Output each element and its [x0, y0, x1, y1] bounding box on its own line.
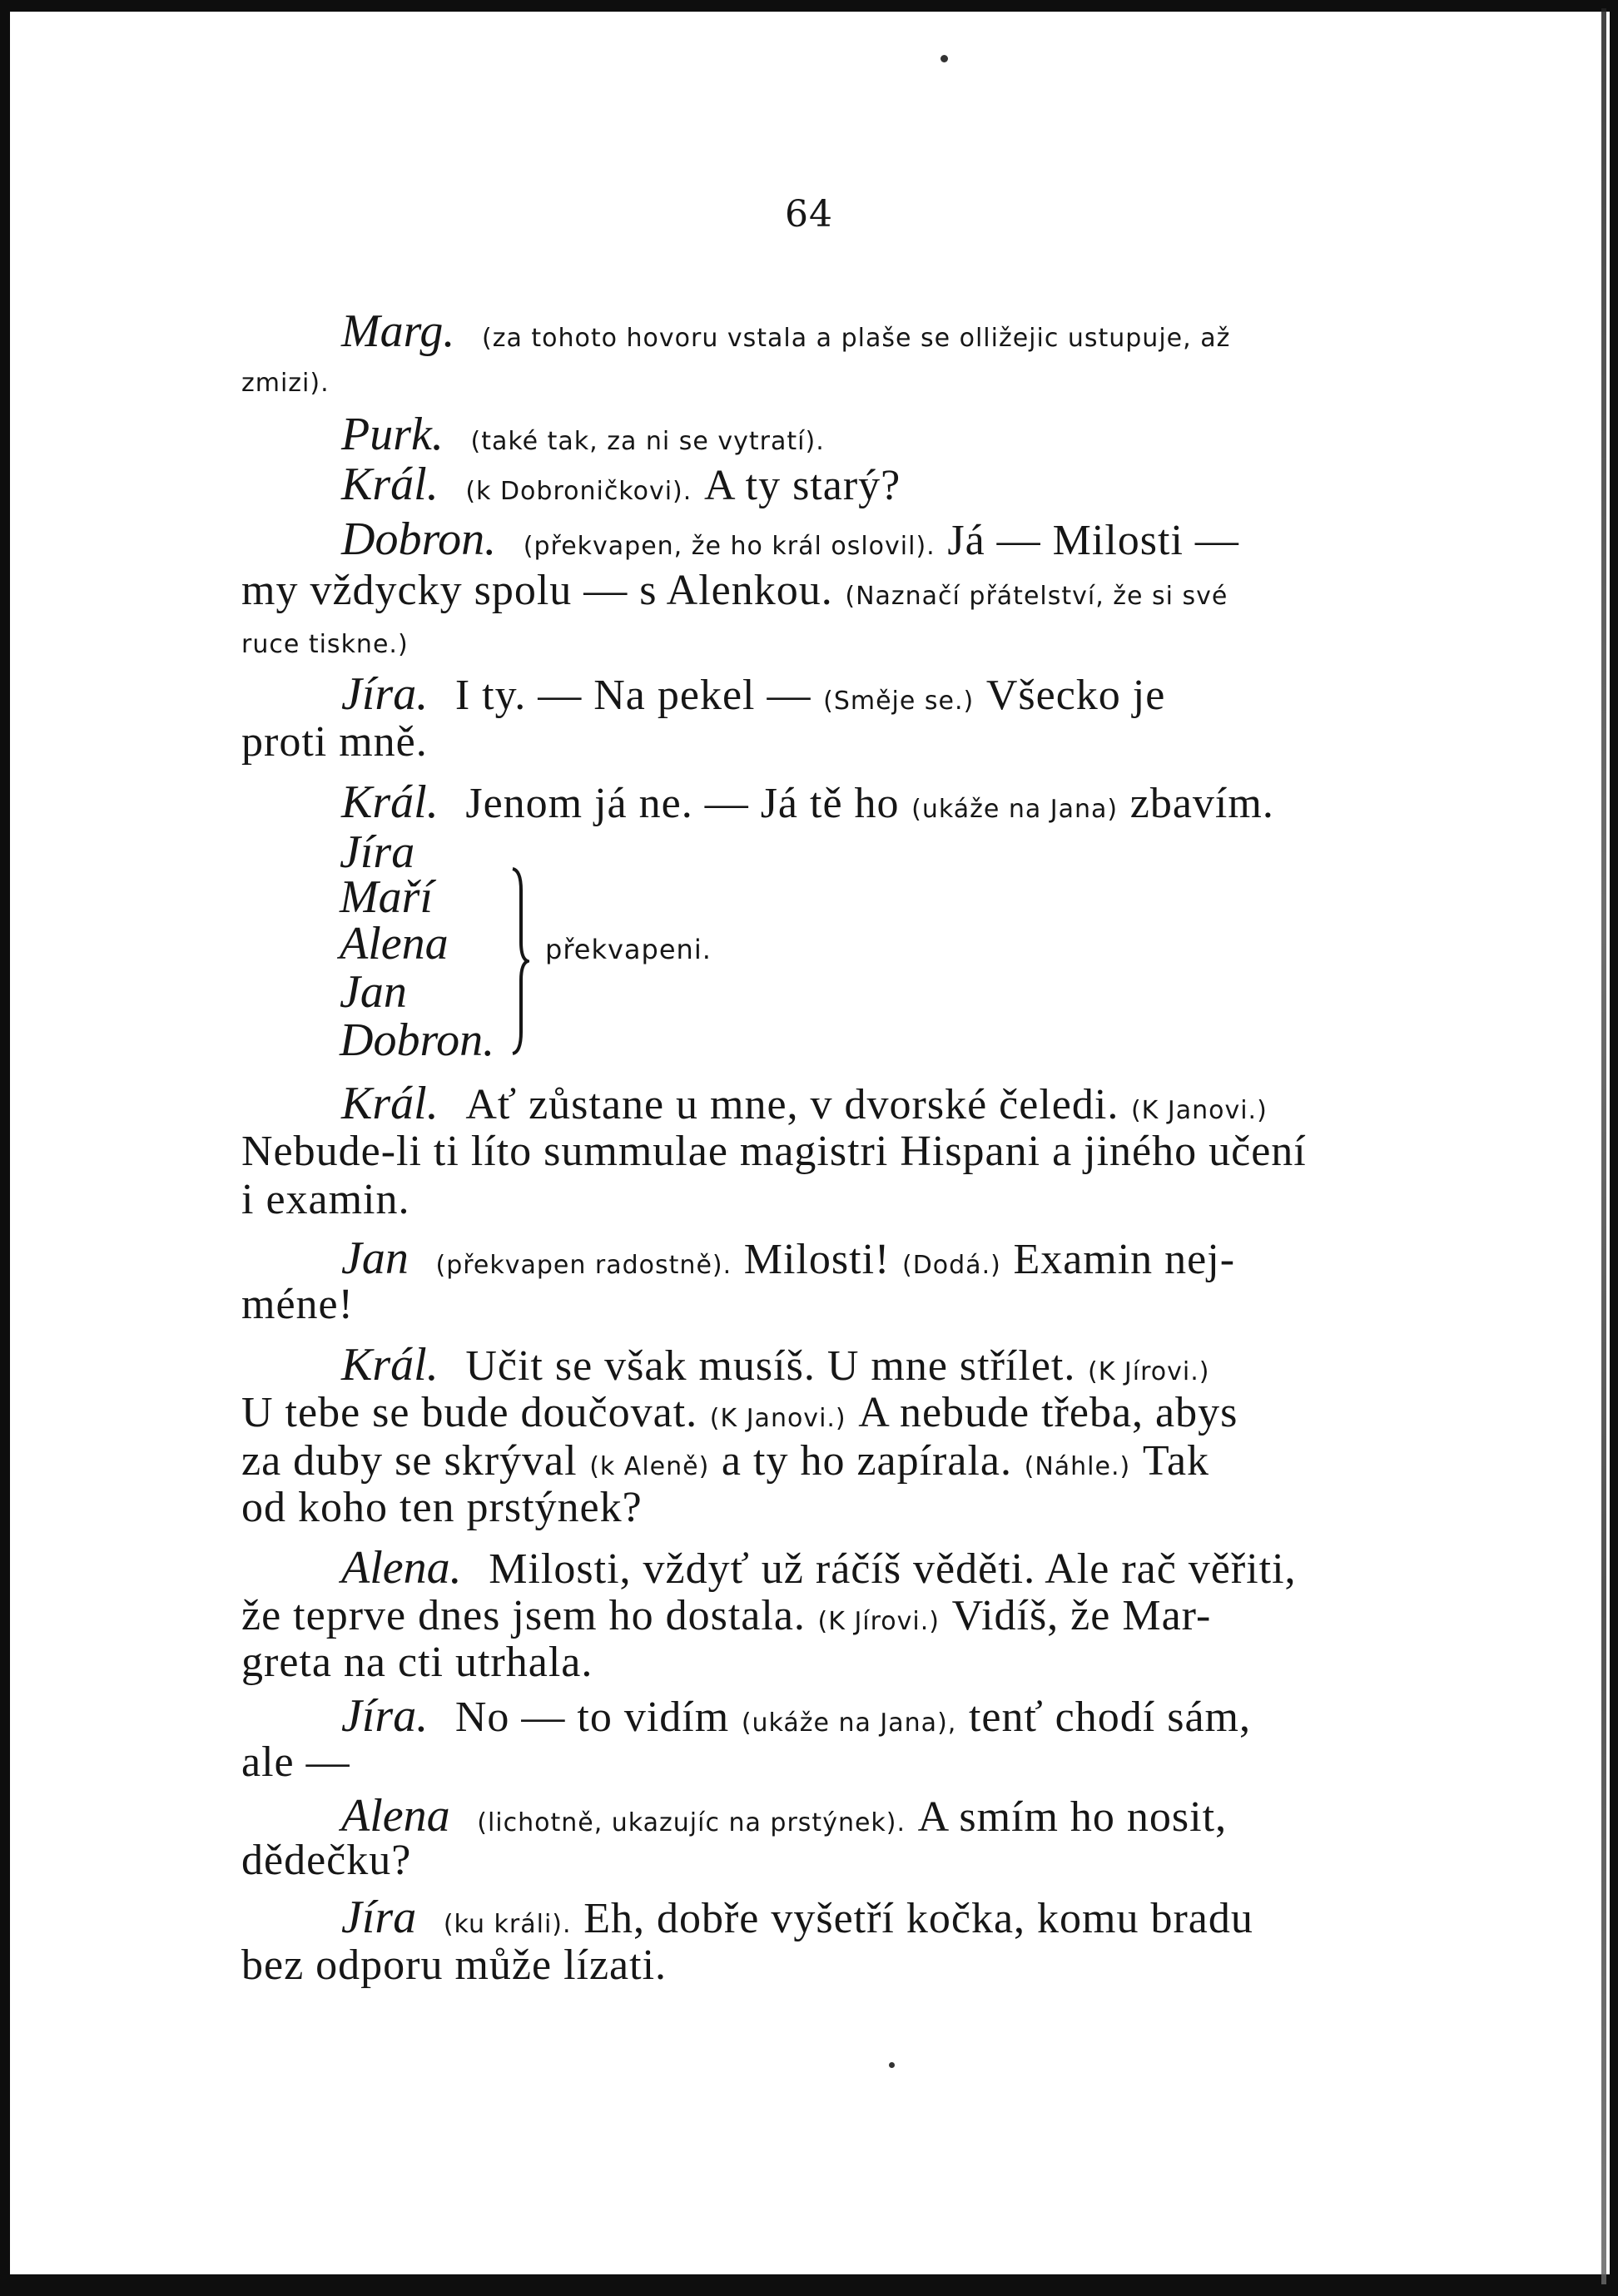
stage-direction: (Náhle.) — [1024, 1452, 1131, 1481]
speaker-name: Král. — [341, 1339, 439, 1391]
speaker-name: Jan — [341, 1232, 409, 1284]
dialogue-line — [341, 513, 1506, 568]
page-edge-shadow — [1601, 8, 1606, 2284]
spoken-text: a ty ho zapírala. — [721, 1437, 1012, 1485]
dialogue-line — [341, 668, 1506, 723]
spoken-text: ale — — [241, 1738, 350, 1786]
page-number: 64 — [785, 193, 833, 236]
spoken-text: Examin nej- — [1013, 1236, 1236, 1283]
spoken-text: I ty. — Na pekel — — [454, 672, 811, 719]
spoken-text: zbavím. — [1129, 780, 1274, 827]
dialogue-line — [341, 459, 1506, 513]
dialogue-line — [241, 617, 1407, 667]
ink-speck — [941, 55, 948, 62]
dialogue-line — [341, 1790, 1506, 1845]
spoken-text: No — to vidím — [454, 1693, 730, 1741]
spoken-text: Učit se však musíš. U mne střílet. — [465, 1342, 1076, 1390]
spoken-text: Vidíš, že Mar- — [951, 1592, 1212, 1639]
spoken-text: my vždycky spolu — s Alenkou. — [241, 567, 833, 614]
dialogue-line — [341, 1542, 1506, 1594]
spoken-text: A ty starý? — [703, 462, 901, 509]
dialogue-line — [241, 1283, 1407, 1327]
speaker-name: Marg. — [341, 305, 455, 357]
dialogue-line — [341, 409, 1506, 464]
spoken-text: Jenom já ne. — Já tě ho — [465, 780, 900, 827]
spoken-text: A smím ho nosit, — [917, 1793, 1228, 1841]
group-speaker: Maří — [340, 871, 433, 923]
stage-direction: (Směje se.) — [823, 687, 975, 716]
spoken-text: Eh, dobře vyšetří kočka, komu bradu — [583, 1895, 1253, 1942]
stage-direction: (k Dobroničkovi). — [465, 477, 692, 506]
dialogue-line — [241, 1941, 1407, 1989]
speaker-name: Purk. — [341, 409, 444, 460]
speaker-name: Dobron. — [341, 513, 497, 565]
stage-direction: (ku králi). — [443, 1910, 572, 1939]
dialogue-line — [241, 718, 1407, 766]
stage-direction: ruce tiskne.) — [241, 630, 409, 659]
stage-direction: (K Janovi.) — [1130, 1096, 1268, 1125]
group-speaker: Dobron. — [340, 1014, 495, 1066]
dialogue-line — [241, 1178, 1407, 1222]
speaker-name: Jíra — [341, 1892, 417, 1943]
spoken-text: proti mně. — [241, 718, 428, 766]
spoken-text: i examin. — [241, 1176, 410, 1223]
spoken-text: bez odporu může lízati. — [241, 1941, 668, 1989]
dialogue-line — [241, 1641, 1407, 1684]
spoken-text: že teprve dnes jsem ho dostala. — [241, 1592, 806, 1639]
spoken-text: za duby se skrýval — [241, 1437, 578, 1485]
spoken-text: tenť chodí sám, — [968, 1693, 1251, 1741]
stage-direction: (k Aleně) — [589, 1452, 710, 1481]
speaker-name: Alena — [341, 1790, 450, 1842]
spoken-text: Milosti! — [743, 1236, 891, 1283]
spoken-text: Já — Milosti — — [947, 517, 1239, 564]
stage-direction: (za tohoto hovoru vstala a plaše se olližejic ustupuje, až — [482, 324, 1231, 353]
stage-direction: (K Jírovi.) — [1087, 1357, 1210, 1386]
stage-direction: (překvapen radostně). — [435, 1251, 732, 1280]
stage-direction: (K Janovi.) — [709, 1404, 846, 1433]
spoken-text: Nebude-li ti líto summulae magistri Hispani a jiného učení — [241, 1128, 1307, 1175]
spoken-text: od koho ten prstýnek? — [241, 1484, 643, 1531]
dialogue-line — [341, 1078, 1506, 1133]
dialogue-line — [241, 569, 1407, 618]
dialogue-line — [341, 1232, 1506, 1287]
spoken-text: A nebude třeba, abys — [858, 1389, 1238, 1436]
group-speaker: Alena — [340, 918, 449, 969]
group-speaker: Jan — [340, 966, 407, 1018]
speaker-name: Král. — [341, 776, 439, 828]
speaker-name: Jíra. — [341, 1690, 429, 1742]
speaker-name: Alena. — [341, 1542, 462, 1594]
dialogue-line — [341, 1339, 1506, 1394]
dialogue-line — [341, 1690, 1506, 1745]
spoken-text: dědečku? — [241, 1837, 412, 1884]
spoken-text: Milosti, vždyť už ráčíš věděti. Ale rač věřiti, — [489, 1545, 1297, 1593]
dialogue-line — [241, 1486, 1407, 1530]
dialogue-line — [241, 1594, 1407, 1644]
dialogue-line — [341, 1892, 1506, 1946]
dialogue-line — [241, 1437, 1407, 1489]
group-brace — [509, 865, 529, 1057]
dialogue-line — [241, 356, 1407, 405]
spoken-text: U tebe se bude doučovat. — [241, 1389, 698, 1436]
group-stage-direction: překvapeni. — [545, 934, 712, 965]
speaker-name: Král. — [341, 1078, 439, 1129]
dialogue-line — [241, 1839, 1407, 1882]
speaker-name: Král. — [341, 459, 439, 510]
stage-direction: (překvapen, že ho král oslovil). — [523, 532, 936, 561]
dialogue-line — [241, 1130, 1407, 1173]
dialogue-line — [241, 1738, 1407, 1786]
stage-direction: (Dodá.) — [901, 1251, 1001, 1280]
stage-direction: zmizi). — [241, 369, 330, 398]
dialogue-line — [341, 305, 1506, 360]
stage-direction: (K Jírovi.) — [817, 1607, 940, 1636]
stage-direction: (lichotně, ukazujíc na prstýnek). — [477, 1808, 906, 1837]
speaker-name: Jíra. — [341, 668, 429, 720]
spoken-text: Ať zůstane u mne, v dvorské čeledi. — [465, 1081, 1119, 1128]
stage-direction: (ukáže na Jana) — [911, 795, 1119, 824]
dialogue-line — [341, 776, 1506, 831]
stage-direction: (ukáže na Jana), — [741, 1708, 957, 1738]
stage-direction: (Naznačí přátelství, že si své — [845, 582, 1228, 611]
spoken-text: Všecko je — [985, 672, 1166, 719]
spoken-text: greta na cti utrhala. — [241, 1639, 593, 1686]
ink-speck — [889, 2062, 895, 2068]
dialogue-line — [241, 1391, 1407, 1441]
spoken-text: Tak — [1142, 1437, 1210, 1485]
spoken-text: méne! — [241, 1281, 354, 1328]
stage-direction: (také tak, za ni se vytratí). — [470, 427, 825, 456]
group-speaker: Jíra — [340, 826, 415, 878]
